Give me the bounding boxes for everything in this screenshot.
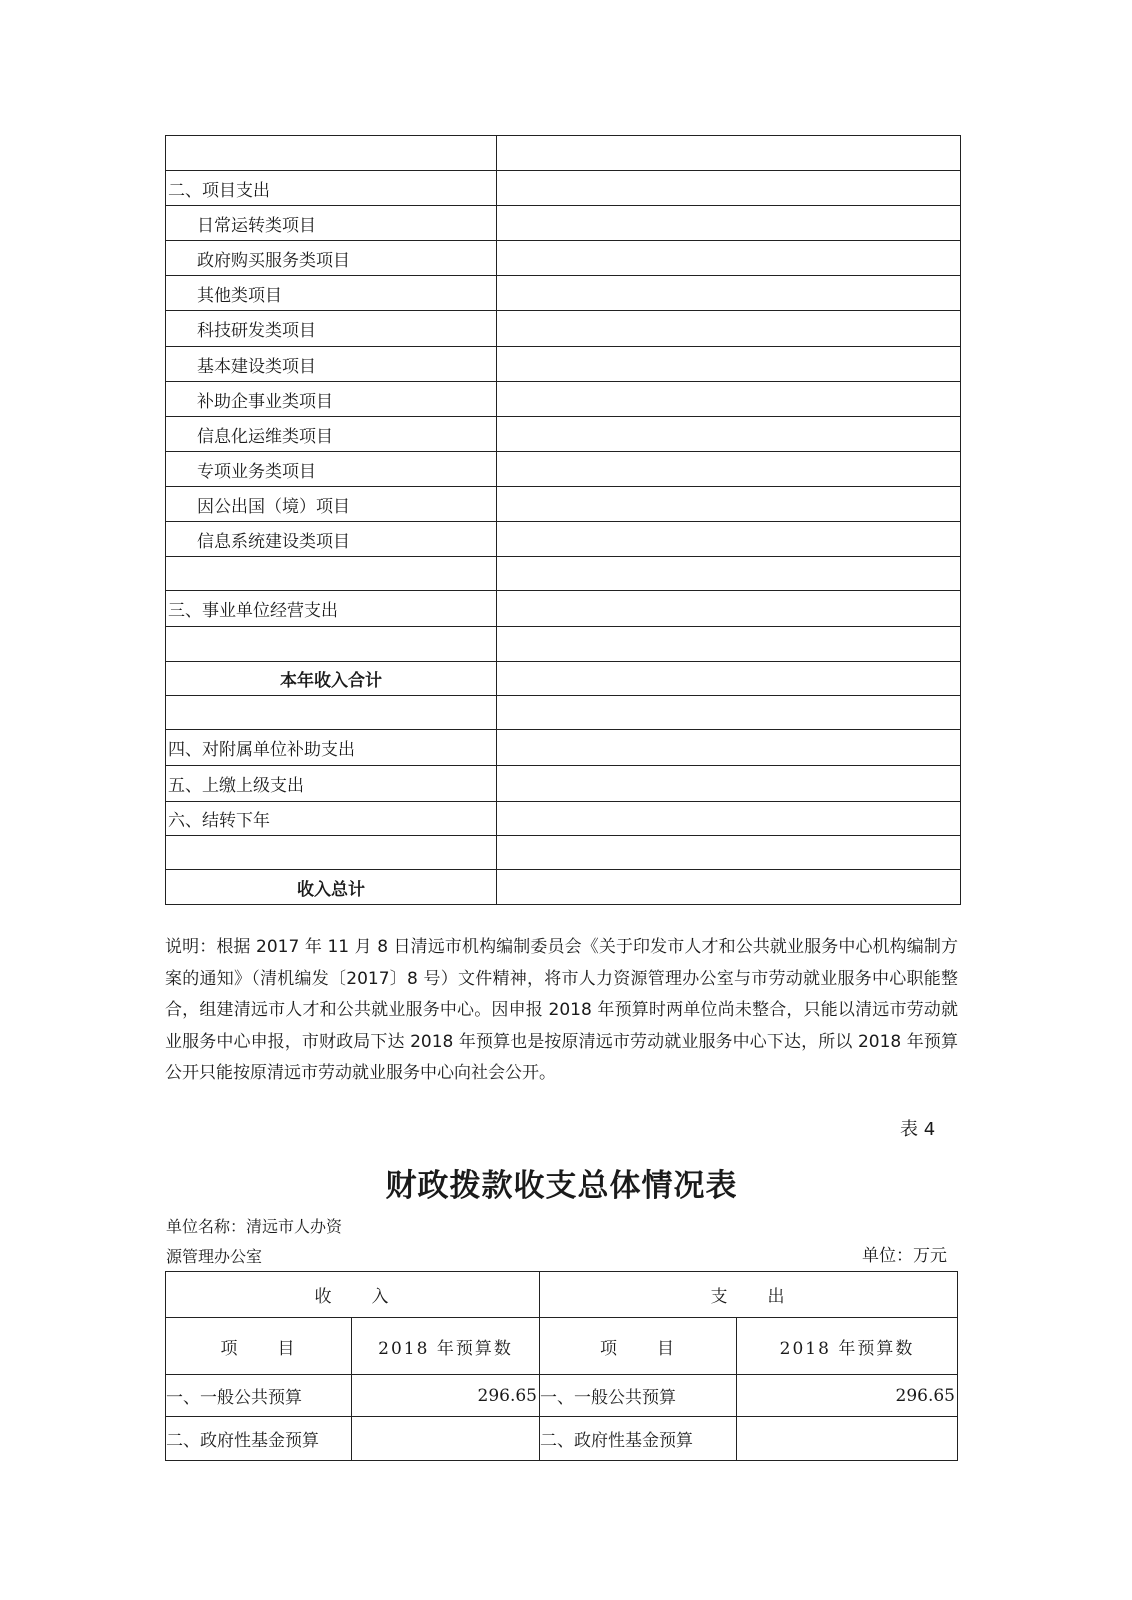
fiscal-appropriation-table [165,1271,958,1461]
row-label: 四、对附属单位补助支出 [166,730,497,766]
row-value [497,870,961,905]
row-label: 因公出国（境）项目 [166,487,497,522]
row-label: 补助企事业类项目 [166,382,497,417]
table-header-row [166,1272,958,1318]
row-value [497,382,961,417]
row-label [166,136,497,171]
row-label: 六、结转下年 [166,802,497,836]
table-row [166,1417,958,1461]
row-value [497,836,961,870]
row-value [497,662,961,696]
table-row [166,557,961,591]
table-row [166,662,961,696]
row-value [497,417,961,452]
table-row [166,417,961,452]
row-label: 科技研发类项目 [166,311,497,347]
table-row [166,487,961,522]
unit-label: 单位：万元 [862,1246,947,1266]
row-label: 专项业务类项目 [166,452,497,487]
row-label: 三、事业单位经营支出 [166,591,497,627]
row-label [166,557,497,591]
row-value [497,452,961,487]
budget-table-continued [165,135,961,905]
table-row [166,347,961,382]
row-in-item: 一、一般公共预算 [166,1375,352,1417]
row-out-value [737,1417,958,1461]
budget-table-body [166,136,961,905]
table-row [166,766,961,802]
row-label: 信息系统建设类项目 [166,522,497,557]
row-label: 二、项目支出 [166,171,497,206]
table-row [166,870,961,905]
row-value [497,766,961,802]
row-out-value: 296.65 [737,1375,958,1417]
table-row [166,276,961,311]
row-value [497,730,961,766]
row-label: 其他类项目 [166,276,497,311]
table-title: 财政拨款收支总体情况表 [385,1168,738,1204]
row-value [497,311,961,347]
row-value [497,557,961,591]
table-row [166,591,961,627]
row-value [497,136,961,171]
income-header: 收 入 [166,1272,540,1318]
table-row [166,696,961,730]
row-out-item: 二、政府性基金预算 [540,1417,737,1461]
row-value [497,591,961,627]
col-budget-income: 2018 年预算数 [352,1318,540,1375]
unit-name-line2: 源管理办公室 [166,1247,263,1266]
row-label: 收入总计 [166,870,497,905]
row-label: 信息化运维类项目 [166,417,497,452]
table-number: 表 4 [900,1119,936,1140]
row-value [497,487,961,522]
row-value [497,276,961,311]
column-header-row [166,1318,958,1375]
row-label: 政府购买服务类项目 [166,241,497,276]
row-value [497,206,961,241]
table-row [166,311,961,347]
row-value [497,696,961,730]
explanatory-note: 说明：根据 2017 年 11 月 8 日清远市机构编制委员会《关于印发市人才和公共就业服务中心机构编制方案的通知》（清机编发〔2017〕8 号）文件精神，将市人力资源管理办公室与市劳动就业服务中心职能整合，组建清远市人才和公共就业服务中心。因申报 2018 年预算时两单位尚未整合，只能以清远市劳动就业服务中心申报，市财政局下达 2018 年预算也是按原清远市劳动就业服务中心下达，所以 2018 年预算公开只能按原清远市劳动就业服务中心向社会公开。 [165,937,958,1083]
row-value [497,627,961,662]
row-value [497,241,961,276]
table-row [166,171,961,206]
row-in-value: 296.65 [352,1375,540,1417]
col-item-income: 项 目 [166,1318,352,1375]
row-in-item: 二、政府性基金预算 [166,1417,352,1461]
row-label: 基本建设类项目 [166,347,497,382]
table-row [166,452,961,487]
table-row [166,522,961,557]
row-label [166,627,497,662]
row-value [497,347,961,382]
expense-header: 支 出 [540,1272,958,1318]
unit-name-line1: 单位名称：清远市人办资 [166,1217,343,1236]
col-budget-expense: 2018 年预算数 [737,1318,958,1375]
row-label [166,836,497,870]
table-row [166,730,961,766]
row-label: 本年收入合计 [166,662,497,696]
row-label: 五、上缴上级支出 [166,766,497,802]
col-item-expense: 项 目 [540,1318,737,1375]
row-value [497,522,961,557]
row-label [166,696,497,730]
row-out-item: 一、一般公共预算 [540,1375,737,1417]
table-row [166,136,961,171]
row-value [497,802,961,836]
row-in-value [352,1417,540,1461]
table-row [166,241,961,276]
table-row [166,836,961,870]
table-row [166,802,961,836]
table-row [166,206,961,241]
table-row [166,1375,958,1417]
table-row [166,627,961,662]
row-value [497,171,961,206]
table-row [166,382,961,417]
row-label: 日常运转类项目 [166,206,497,241]
